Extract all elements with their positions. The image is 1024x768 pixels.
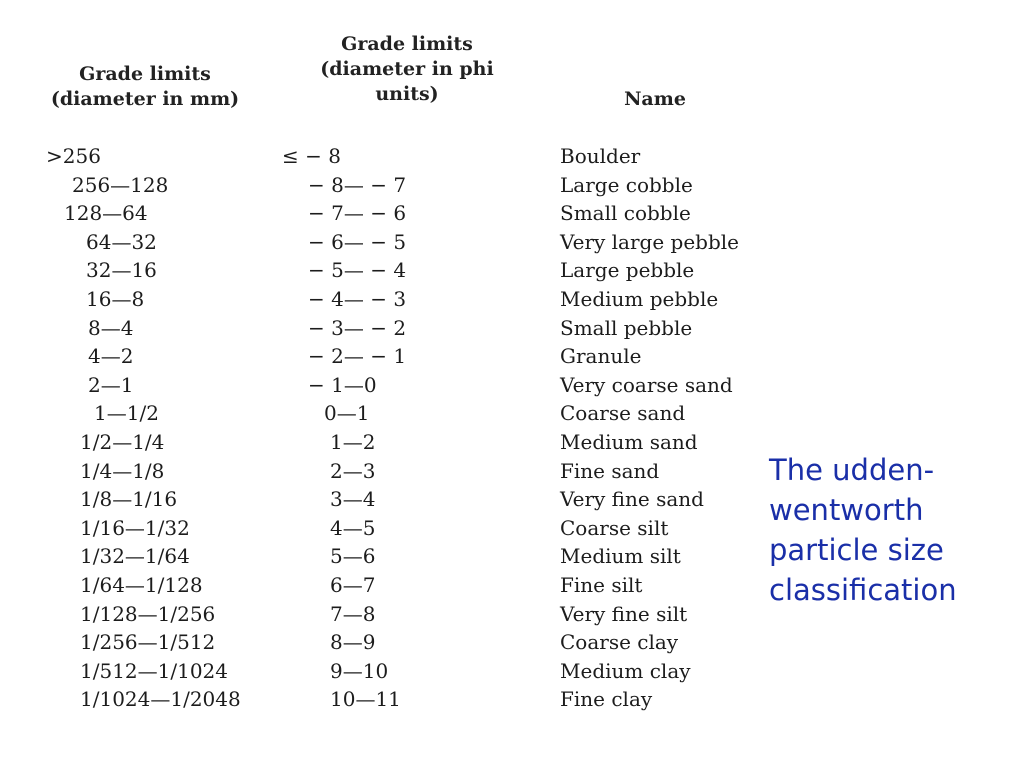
cell-name: Fine clay	[560, 687, 653, 712]
cell-name: Large cobble	[560, 172, 693, 197]
cell-diameter-phi: 3—4	[330, 487, 376, 512]
table-row	[0, 371, 780, 400]
cell-diameter-phi: 0—1	[324, 401, 370, 426]
cell-name: Granule	[560, 344, 642, 369]
cell-diameter-mm: 256—128	[72, 172, 169, 197]
cell-diameter-mm: 1—1/2	[94, 401, 159, 426]
cell-diameter-phi: 7—8	[330, 601, 376, 626]
cell-name: Fine sand	[560, 458, 660, 483]
caption-line-3: particle size	[769, 533, 944, 567]
cell-diameter-mm: 1/128—1/256	[80, 601, 216, 626]
cell-diameter-phi: 2—3	[330, 458, 376, 483]
header-phi-line-3: units)	[375, 83, 439, 105]
cell-diameter-mm: 1/256—1/512	[80, 630, 216, 655]
cell-diameter-mm: >256	[46, 144, 101, 168]
cell-name: Medium pebble	[560, 286, 719, 311]
table-row	[0, 342, 780, 371]
caption-line-2: wentworth	[769, 493, 924, 527]
table-row	[0, 199, 780, 228]
cell-diameter-phi: − 1—0	[308, 372, 377, 397]
table-row	[0, 285, 780, 314]
table-row	[0, 142, 780, 171]
cell-diameter-mm: 64—32	[86, 229, 157, 254]
table-row	[0, 428, 780, 457]
table-row	[0, 228, 780, 257]
cell-diameter-mm: 32—16	[86, 258, 157, 283]
cell-diameter-phi: − 7— − 6	[308, 201, 407, 226]
header-diameter-mm	[40, 62, 250, 112]
cell-name: Very large pebble	[560, 229, 740, 254]
table-row	[0, 514, 780, 543]
cell-diameter-mm: 1/64—1/128	[80, 572, 203, 597]
table-row	[0, 571, 780, 600]
caption-line-4: classification	[769, 573, 957, 607]
cell-name: Coarse silt	[560, 515, 669, 540]
cell-name: Fine silt	[560, 572, 643, 597]
header-diameter-phi	[292, 32, 522, 107]
cell-diameter-phi: − 4— − 3	[308, 286, 407, 311]
cell-diameter-mm: 8—4	[88, 315, 134, 340]
cell-diameter-phi: − 2— − 1	[308, 344, 407, 369]
cell-diameter-phi: − 6— − 5	[308, 229, 407, 254]
cell-name: Very coarse sand	[560, 372, 733, 397]
cell-diameter-phi: 10—11	[330, 687, 401, 712]
cell-name: Coarse sand	[560, 401, 686, 426]
cell-diameter-phi: 4—5	[330, 515, 376, 540]
cell-diameter-mm: 1/512—1/1024	[80, 658, 228, 683]
cell-diameter-mm: 1/16—1/32	[80, 515, 190, 540]
cell-name: Very fine silt	[560, 601, 688, 626]
cell-diameter-mm: 1/32—1/64	[80, 544, 190, 569]
cell-name: Large pebble	[560, 258, 695, 283]
caption-line-1: The udden-	[769, 453, 935, 487]
header-mm-line-2: (diameter in mm)	[50, 88, 240, 110]
cell-diameter-phi: 5—6	[330, 544, 376, 569]
header-name	[600, 87, 710, 112]
cell-diameter-phi: − 8— − 7	[308, 172, 407, 197]
cell-diameter-phi: − 5— − 4	[308, 258, 407, 283]
cell-diameter-mm: 1/4—1/8	[80, 458, 165, 483]
table-row	[0, 256, 780, 285]
cell-name: Medium silt	[560, 544, 681, 569]
table-row	[0, 628, 780, 657]
cell-diameter-mm: 4—2	[88, 344, 134, 369]
cell-name: Coarse clay	[560, 630, 679, 655]
cell-diameter-phi: 1—2	[330, 429, 376, 454]
header-mm-line-1: Grade limits	[79, 63, 211, 85]
cell-name: Very fine sand	[560, 487, 704, 512]
cell-diameter-mm: 128—64	[64, 201, 148, 226]
cell-name: Medium sand	[560, 429, 698, 454]
cell-diameter-phi: 8—9	[330, 630, 376, 655]
table-row	[0, 485, 780, 514]
table-row	[0, 685, 780, 714]
cell-diameter-mm: 1/8—1/16	[80, 487, 178, 512]
cell-name: Small pebble	[560, 315, 693, 340]
header-phi-line-1: Grade limits	[341, 33, 473, 55]
table-row	[0, 314, 780, 343]
table-row	[0, 457, 780, 486]
cell-name: Medium clay	[560, 658, 691, 683]
header-phi-line-2: (diameter in phi	[320, 58, 494, 80]
grade-table	[0, 142, 780, 714]
cell-diameter-phi: 6—7	[330, 572, 376, 597]
cell-diameter-phi: − 3— − 2	[308, 315, 407, 340]
table-row	[0, 171, 780, 200]
cell-diameter-phi: 9—10	[330, 658, 389, 683]
cell-diameter-mm: 16—8	[86, 286, 145, 311]
cell-diameter-mm: 2—1	[88, 372, 134, 397]
caption	[769, 450, 1009, 610]
cell-diameter-mm: 1/2—1/4	[80, 429, 165, 454]
cell-diameter-phi: ≤ − 8	[282, 144, 341, 168]
cell-name: Small cobble	[560, 201, 691, 226]
header-name-label: Name	[624, 88, 686, 110]
table-row	[0, 542, 780, 571]
table-row	[0, 399, 780, 428]
table-row	[0, 600, 780, 629]
cell-diameter-mm: 1/1024—1/2048	[80, 687, 241, 712]
cell-name: Boulder	[560, 144, 641, 168]
table-row	[0, 657, 780, 686]
